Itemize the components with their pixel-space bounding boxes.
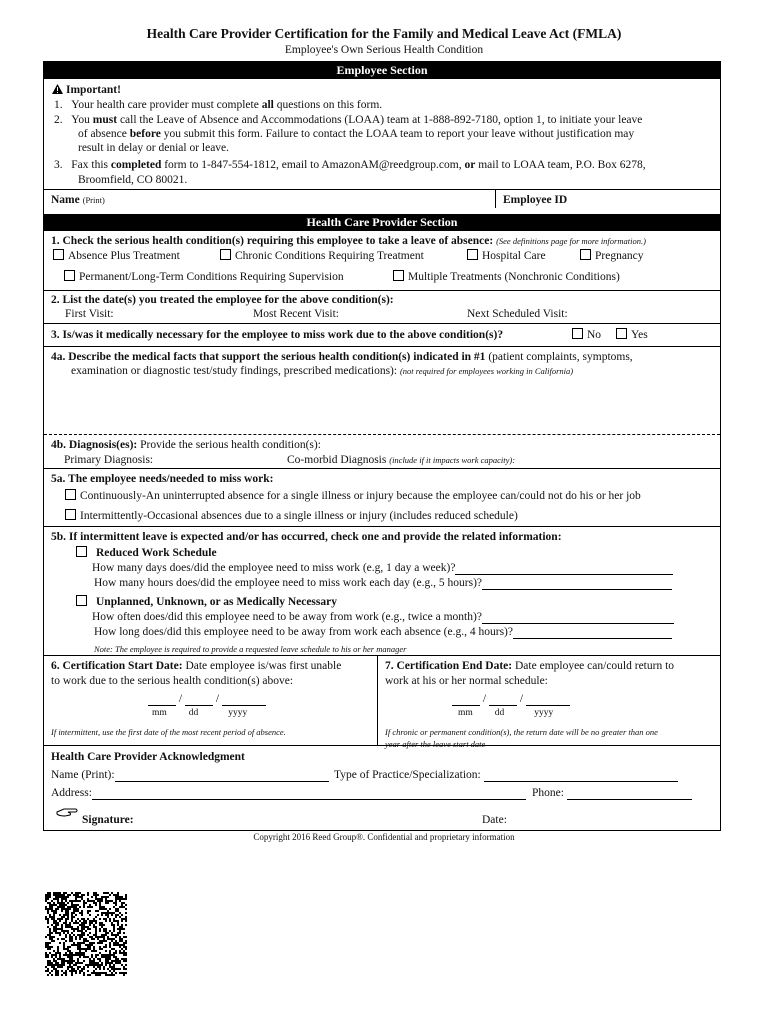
q7-note-1: If chronic or permanent condition(s), the return date will be no greater than one bbox=[385, 727, 658, 737]
checkbox[interactable] bbox=[65, 489, 76, 500]
employee-name-field[interactable]: Name (Print) bbox=[51, 194, 105, 206]
checkbox[interactable] bbox=[572, 328, 583, 339]
q4b-label: 4b. Diagnosis(es): Provide the serious health condition(s): bbox=[51, 439, 321, 451]
q5b-reduced-hours[interactable]: How many hours does/did the employee need to miss work each day (e.g., 5 hours)? bbox=[94, 576, 672, 590]
q6-line2: to work due to the serious health condition(s) above: bbox=[51, 675, 294, 687]
q5a-continuously[interactable]: Continuously-An uninterrupted absence for a single illness or injury because the employee can/could not do his or her job bbox=[65, 489, 641, 503]
checkbox[interactable] bbox=[64, 270, 75, 281]
checkbox[interactable] bbox=[393, 270, 404, 281]
q2-recent-visit[interactable]: Most Recent Visit: bbox=[253, 308, 339, 320]
q5a-label: 5a. The employee needs/needed to miss work: bbox=[51, 473, 274, 485]
q3-yes[interactable]: Yes bbox=[616, 328, 648, 342]
q7-line2: work at his or her normal schedule: bbox=[385, 675, 548, 687]
q4b-comorbid[interactable]: Co-morbid Diagnosis (include if it impacts work capacity): bbox=[287, 454, 516, 466]
q5b-note: Note: The employee is required to provide a requested leave schedule to his or her manager bbox=[94, 644, 407, 654]
q5b-label: 5b. If intermittent leave is expected and/or has occurred, check one and provide the related information: bbox=[51, 531, 562, 543]
q1-option-hospital[interactable]: Hospital Care bbox=[467, 249, 546, 263]
instruction-3: 3. Fax this completed form to 1-847-554-1812, email to AmazonAM@reedgroup.com, or mail to LOAA team, P.O. Box 6278, bbox=[54, 159, 646, 171]
q4a-label: 4a. Describe the medical facts that support the serious health condition(s) indicated in #1 (patient complaints, symptoms, bbox=[51, 351, 633, 363]
instruction-1: 1. Your health care provider must complete all questions on this form. bbox=[54, 99, 383, 111]
q4a-answer-area[interactable] bbox=[51, 380, 711, 432]
checkbox[interactable] bbox=[220, 249, 231, 260]
employee-id-field[interactable]: Employee ID bbox=[503, 194, 568, 206]
checkbox[interactable] bbox=[467, 249, 478, 260]
ack-signature-field[interactable]: Signature: bbox=[82, 814, 134, 826]
q3-label: 3. Is/was it medically necessary for the employee to miss work due to the above condition(s)? bbox=[51, 329, 504, 341]
q2-next-visit[interactable]: Next Scheduled Visit: bbox=[467, 308, 568, 320]
checkbox[interactable] bbox=[580, 249, 591, 260]
ack-name-field[interactable]: Name (Print): bbox=[51, 768, 329, 782]
q6-date-format: mm dd yyyy bbox=[152, 708, 248, 718]
employee-section-bar: Employee Section bbox=[44, 62, 720, 79]
provider-section-bar: Health Care Provider Section bbox=[44, 214, 720, 231]
q1-option-chronic[interactable]: Chronic Conditions Requiring Treatment bbox=[220, 249, 424, 263]
q7-date-input[interactable]: / / bbox=[452, 692, 570, 706]
checkbox[interactable] bbox=[53, 249, 64, 260]
ack-date-field[interactable]: Date: bbox=[482, 814, 507, 826]
2d-barcode-icon bbox=[45, 892, 127, 976]
ack-type-field[interactable]: Type of Practice/Specialization: bbox=[334, 768, 678, 782]
q5b-reduced-schedule[interactable]: Reduced Work Schedule bbox=[76, 546, 217, 560]
ack-address-field[interactable]: Address: bbox=[51, 786, 526, 800]
q1-option-multiple[interactable]: Multiple Treatments (Nonchronic Conditions) bbox=[393, 270, 620, 284]
checkbox[interactable] bbox=[65, 509, 76, 520]
q5b-unplanned[interactable]: Unplanned, Unknown, or as Medically Necessary bbox=[76, 595, 337, 609]
q1-option-permanent[interactable]: Permanent/Long-Term Conditions Requiring Supervision bbox=[64, 270, 344, 284]
q1-label: 1. Check the serious health condition(s) requiring this employee to take a leave of absence: (See definitions page for more information.) bbox=[51, 235, 646, 247]
checkbox[interactable] bbox=[76, 595, 87, 606]
q5b-unplanned-long[interactable]: How long does/did this employee need to be away from work each absence (e.g., 4 hours)? bbox=[94, 625, 672, 639]
q2-label: 2. List the date(s) you treated the employee for the above condition(s): bbox=[51, 294, 394, 306]
form-title: Health Care Provider Certification for the Family and Medical Leave Act (FMLA) bbox=[146, 26, 622, 41]
form-subtitle: Employee's Own Serious Health Condition bbox=[284, 44, 484, 56]
important-heading: Important! bbox=[52, 83, 121, 97]
q1-option-pregnancy[interactable]: Pregnancy bbox=[580, 249, 644, 263]
q7-date-format: mm dd yyyy bbox=[458, 708, 554, 718]
instruction-2-line3: result in delay or denial or leave. bbox=[78, 142, 230, 154]
instruction-3-line2: Broomfield, CO 80021. bbox=[78, 174, 188, 186]
q5b-unplanned-often[interactable]: How often does/did this employee need to be away from work (e.g., twice a month)? bbox=[92, 610, 674, 624]
ack-heading: Health Care Provider Acknowledgment bbox=[51, 751, 245, 763]
form-frame bbox=[43, 61, 721, 831]
q7-label: 7. Certification End Date: Date employee can/could return to bbox=[385, 660, 675, 672]
instruction-2-line2: of absence before you submit this form. Failure to contact the LOAA team to report your leave without justification may bbox=[78, 128, 635, 140]
q6-label: 6. Certification Start Date: Date employee is/was first unable bbox=[51, 660, 342, 672]
q6-date-input[interactable]: / / bbox=[148, 692, 266, 706]
q6-note: If intermittent, use the first date of the most recent period of absence. bbox=[51, 727, 286, 737]
q5b-reduced-days[interactable]: How many days does/did the employee need to miss work (e.g, 1 day a week)? bbox=[92, 561, 673, 575]
q1-option-absence-plus[interactable]: Absence Plus Treatment bbox=[53, 249, 180, 263]
checkbox[interactable] bbox=[76, 546, 87, 557]
q2-first-visit[interactable]: First Visit: bbox=[65, 308, 114, 320]
warning-triangle-icon bbox=[52, 84, 63, 94]
q3-no[interactable]: No bbox=[572, 328, 601, 342]
q5a-intermittently[interactable]: Intermittently-Occasional absences due to a single illness or injury (includes reduced schedule) bbox=[65, 509, 518, 523]
checkbox[interactable] bbox=[616, 328, 627, 339]
copyright: Copyright 2016 Reed Group®. Confidential and proprietary information bbox=[253, 832, 515, 842]
q4a-line2: examination or diagnostic test/study findings, prescribed medications): (not required for employees working in California) bbox=[71, 365, 574, 377]
ack-phone-field[interactable]: Phone: bbox=[532, 786, 692, 800]
q4b-primary[interactable]: Primary Diagnosis: bbox=[64, 454, 154, 466]
q7-note-2: year after the leave start date bbox=[385, 739, 486, 749]
instruction-2: 2. You must call the Leave of Absence and Accommodations (LOAA) team at 1-888-892-7180, option 1, to initiate your leave bbox=[54, 114, 643, 126]
pointing-hand-icon bbox=[56, 806, 78, 822]
